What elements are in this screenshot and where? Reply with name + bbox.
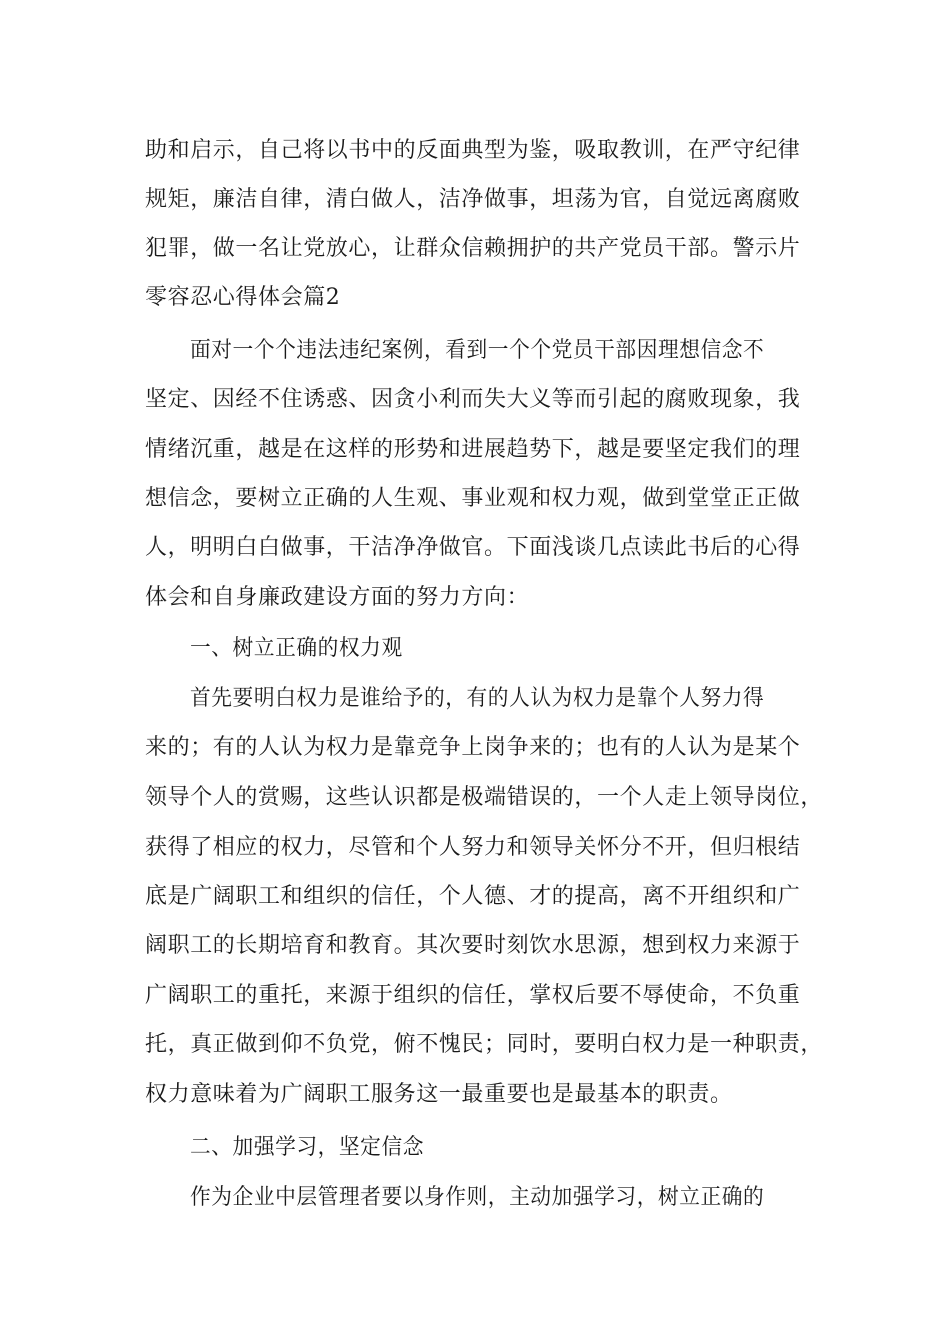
- section-heading: 一、树立正确的权力观: [190, 636, 403, 661]
- section-title: 零容忍心得体会篇2: [145, 285, 341, 310]
- text-line: 阔职工的长期培育和教育。其次要时刻饮水思源，想到权力来源于: [145, 933, 801, 958]
- text-line: 犯罪，做一名让党放心，让群众信赖拥护的共产党员干部。警示片: [145, 236, 801, 261]
- text-line: 领导个人的赏赐，这些认识都是极端错误的，一个人走上领导岗位，: [145, 785, 824, 810]
- text-line: 首先要明白权力是谁给予的，有的人认为权力是靠个人努力得: [190, 686, 765, 711]
- text-line: 底是广阔职工和组织的信任，个人德、才的提高，离不开组织和广: [145, 884, 801, 909]
- text-line: 来的；有的人认为权力是靠竞争上岗争来的；也有的人认为是某个: [145, 735, 801, 760]
- text-line: 情绪沉重，越是在这样的形势和进展趋势下，越是要坚定我们的理: [145, 437, 801, 462]
- text-line: 获得了相应的权力，尽管和个人努力和领导关怀分不开，但归根结: [145, 835, 801, 860]
- text-line: 人，明明白白做事，干洁净净做官。下面浅谈几点读此书后的心得: [145, 535, 801, 560]
- text-line: 面对一个个违法违纪案例，看到一个个党员干部因理想信念不: [190, 338, 765, 363]
- text-line: 托，真正做到仰不负党，俯不愧民；同时，要明白权力是一种职责，: [145, 1032, 824, 1057]
- text-line: 坚定、因经不住诱惑、因贪小利而失大义等而引起的腐败现象，我: [145, 387, 801, 412]
- text-line: 作为企业中层管理者要以身作则，主动加强学习，树立正确的: [190, 1185, 765, 1210]
- text-line: 体会和自身廉政建设方面的努力方向：: [145, 585, 530, 610]
- text-line: 想信念，要树立正确的人生观、事业观和权力观，做到堂堂正正做: [145, 486, 801, 511]
- text-line: 广阔职工的重托，来源于组织的信任，掌权后要不辱使命，不负重: [145, 983, 801, 1008]
- text-line: 助和启示，自己将以书中的反面典型为鉴，吸取教训，在严守纪律: [145, 138, 801, 163]
- text-line: 规矩，廉洁自律，清白做人，洁净做事，坦荡为官，自觉远离腐败: [145, 187, 801, 212]
- section-heading: 二、加强学习，坚定信念: [190, 1135, 424, 1160]
- text-line: 权力意味着为广阔职工服务这一最重要也是最基本的职责。: [145, 1082, 733, 1107]
